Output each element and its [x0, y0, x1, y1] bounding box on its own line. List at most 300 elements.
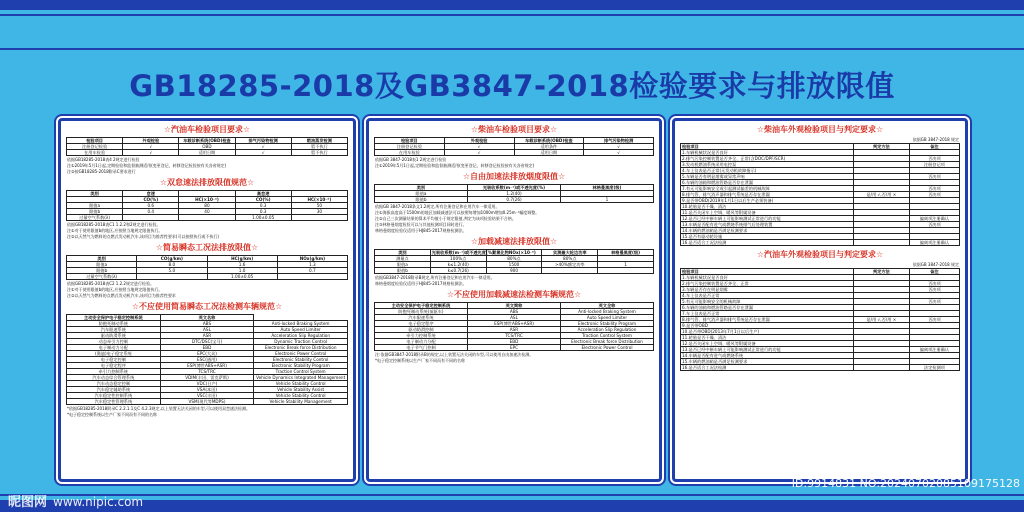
table-cell: 林格曼黑度(级) — [561, 185, 654, 191]
table-cell: 0.3 — [235, 203, 291, 209]
watermark-id: ID:9914831 NO:20240702085109175128 — [791, 477, 1020, 490]
table-cell: 光吸收系数(m⁻¹)或不透光度(%) — [468, 185, 561, 191]
table-cell: 6.车辆的油箱和燃油管路是否存在泄漏 — [681, 305, 854, 311]
top-rule-2 — [0, 48, 1024, 50]
table-cell: Electronic Power Control — [254, 351, 348, 357]
table-cell: 40 — [179, 209, 235, 215]
table-cell: 1.车辆机械状况是否良好 — [681, 275, 854, 281]
table-cell: ESP(博世ABS+ASR) — [160, 363, 254, 369]
footnote: 注②按GB18285-2018附录C要求进行 — [67, 169, 136, 174]
table-cell: Traction Control System — [254, 369, 348, 375]
footnote: 注②自己三次测量结果的算术平均值小于规定限值,判定为该项检验结果不合格。 — [375, 216, 516, 221]
table-cell: 电子稳定程序 — [375, 321, 468, 327]
table-cell: VSC(丰田) — [160, 393, 254, 399]
footnote: 注:依据GB3847-2018附录B的规定,以上装置无法关闭的车型,可以使用自由加速法检测。 — [375, 352, 534, 357]
table-cell: 防抱死制动系统(前驱车) — [375, 309, 468, 315]
table-cell: 16.是否适合工况法检测 — [681, 240, 854, 246]
table-row — [375, 345, 654, 351]
table-cell: 1.00±0.05 — [235, 215, 291, 221]
table-cell: 否决项 — [909, 299, 959, 305]
table-cell: Electronic Stability Program — [254, 363, 348, 369]
table-row — [375, 150, 654, 156]
table-cell: 9.是否带OBD(2019年1月1日以后生产必须装备) — [681, 198, 854, 204]
header-row — [375, 303, 654, 309]
diesel-panel — [366, 118, 662, 482]
table-cell: Dynamic Traction Control — [254, 339, 348, 345]
table-cell: 15.车辆的燃油箱是否满足检测要求 — [681, 359, 854, 365]
table-cell: Electronic Break force Distribution — [254, 345, 348, 351]
table-cell: 汽车稳定性管理系统 — [67, 399, 161, 405]
diesel-inspection-table — [374, 137, 654, 156]
table-cell — [853, 365, 909, 371]
table-cell: 车载诊断系统(OBD)检查 — [514, 138, 584, 144]
table-cell: 主动安全保护电子稳定控制系统 — [375, 303, 468, 309]
table-cell: 4.车上仪表是否正常 — [681, 293, 854, 299]
table-cell: ESC(通用) — [160, 357, 254, 363]
table-cell: 在用车检验 — [67, 150, 123, 156]
table-cell: VSM(现代等MDPS) — [160, 399, 254, 405]
footnote: 注②以天然气为燃料的点燃式发动机汽车,该项目为推荐性要求 — [67, 293, 176, 298]
table-row — [67, 363, 348, 369]
table-cell: 主动安全保护电子稳定控制系统 — [67, 315, 161, 321]
table-cell: 是/用 √,否/用 × — [853, 317, 909, 323]
section-title: ☆柴油车检验项目要求☆ — [470, 125, 558, 134]
table-cell: 13.车辆是否配有进气或燃烧系统排气后处理装置 — [681, 222, 854, 228]
table-cell: Electronic Stability Program — [561, 321, 654, 327]
table-cell: 车载诊断系统(OBD)检查 — [179, 138, 235, 144]
table-cell: 1.0 — [207, 268, 277, 274]
table-cell: HC(×10⁻⁶) — [291, 197, 347, 203]
table-cell: 偏离项注册确认 — [909, 216, 959, 222]
table-cell: 暂不执行 — [291, 144, 347, 150]
table-cell: ABS — [468, 309, 561, 315]
table-row — [67, 387, 348, 393]
table-cell — [853, 240, 909, 246]
table-cell: 类别 — [375, 250, 431, 256]
table-cell: 9.是否带OBD — [681, 323, 854, 329]
table-cell: 类别 — [67, 191, 123, 197]
table-cell — [123, 215, 179, 221]
table-cell: 汽车限速系统 — [67, 327, 161, 333]
table-cell: 判定方法 — [853, 269, 909, 275]
table-cell: 30 — [291, 209, 347, 215]
table-cell: √ — [444, 144, 514, 150]
table-row — [67, 351, 348, 357]
watermark-logo-text: 昵图网 — [8, 495, 48, 510]
table-cell: EPC(大众) — [160, 351, 254, 357]
table-cell: 1.车辆机械状况是否良好 — [681, 150, 854, 156]
table-cell: VSA(本田) — [160, 387, 254, 393]
top-band — [0, 0, 1024, 10]
table-row — [67, 333, 348, 339]
table-row — [67, 215, 348, 221]
footnote: 注①海拔高度高于1500m的地区加载减速法可以按照每增加1000m增加0.25m⁻¹幅度调整。 — [375, 210, 540, 215]
table-cell: Traction Control System — [561, 333, 654, 339]
table-cell: 0.7 — [277, 268, 347, 274]
free-accel-limit-table — [374, 184, 654, 203]
footnote: 注①对于使用限值b的地区,应按照当地规定限值执行。 — [67, 228, 163, 233]
table-cell: 电子制动力分配 — [375, 339, 468, 345]
table-cell: Auto Speed Limiter — [254, 327, 348, 333]
excluded-vehicle-table — [66, 314, 348, 405]
table-cell: 判定方法 — [853, 144, 909, 150]
section-title: ☆双怠速法排放限值规范☆ — [159, 178, 255, 187]
table-cell: 3.发动机燃油系统采用电控泵 — [681, 162, 854, 168]
table-row — [67, 357, 348, 363]
table-cell: 限值b — [67, 268, 137, 274]
table-cell: 排气污染物检测 — [584, 138, 654, 144]
table-row — [375, 339, 654, 345]
footnote: *电子稳定控制系统以生产厂家不同而有不同的名称 — [67, 412, 157, 417]
table-cell: 电子稳定控制 — [67, 357, 161, 363]
table-cell: 检验项目 — [375, 138, 445, 144]
table-cell: 实测最大轮边功率 — [542, 250, 598, 256]
table-cell: 8.排气管、排气消声器和排气系统是否存在泄漏 — [681, 317, 854, 323]
table-cell: Electronic Break force Distribution — [561, 339, 654, 345]
table-cell: k≤0.7(26) — [430, 268, 486, 274]
table-cell: ASR — [468, 327, 561, 333]
table-cell: 类别 — [67, 256, 137, 262]
footnote: 林格曼烟度检验仅适用于HJ845-2017规格检测法。 — [375, 281, 467, 286]
table-cell: 7.车上仪表是否正常 — [681, 311, 854, 317]
table-cell: 限值a — [375, 262, 431, 268]
header-row — [375, 185, 654, 191]
table-row — [67, 375, 348, 381]
table-cell: ASL — [160, 327, 254, 333]
table-cell: 电子节气门控制 — [375, 345, 468, 351]
table-cell: 燃油蒸发检测 — [291, 138, 347, 144]
table-cell: 备注 — [909, 269, 959, 275]
table-cell: 3.车辆是否存在明显烟雾 — [681, 287, 854, 293]
table-cell: 1.6 — [207, 262, 277, 268]
table-cell: 限值b — [375, 268, 431, 274]
excluded-vehicle-table — [374, 302, 654, 351]
gasoline-inspection-table — [66, 137, 348, 156]
table-cell: TCS/TRC — [468, 333, 561, 339]
table-row — [67, 327, 348, 333]
table-cell: Anti-locked Braking System — [254, 321, 348, 327]
table-cell: 15.是否有驱动轮设施 — [681, 234, 854, 240]
table-cell — [542, 268, 598, 274]
top-rule — [0, 14, 1024, 16]
table-row — [67, 339, 348, 345]
table-cell: 2.排气污染控制装置是否齐全、正常 — [681, 281, 854, 287]
table-cell: ASL — [468, 315, 561, 321]
table-cell: 怠速 — [123, 191, 179, 197]
table-cell: 否决项 — [909, 186, 959, 192]
table-cell: √ — [235, 150, 291, 156]
reference-note: 依据GB 3847-2018 规定 — [912, 262, 959, 267]
table-cell: 5.0 — [137, 268, 207, 274]
table-cell: 外观检验 — [123, 138, 179, 144]
footnote: 注①对于使用限值b的地区,应按照当地规定限值执行。 — [67, 287, 163, 292]
footnote: 依据GB3847-2018附录B规定,所有注册登记和在用汽车一律适用。 — [375, 275, 495, 280]
table-cell: 驱动防滑系统 — [67, 333, 161, 339]
table-cell: VDC(日产) — [160, 381, 254, 387]
table-cell: 外观检验 — [444, 138, 514, 144]
footnote: 注②以天然气为燃料的点燃式发动机汽车,该项目为推荐性要求(可以按照执行或不执行) — [67, 234, 219, 239]
table-cell: HC(g/km) — [207, 256, 277, 262]
table-cell: 0.3 — [235, 209, 291, 215]
table-cell: 适用日期 — [179, 150, 235, 156]
table-cell: Acceleration Slip Regulation — [561, 327, 654, 333]
table-cell: √ — [584, 150, 654, 156]
table-cell: 偏离项注册确认 — [909, 240, 959, 246]
table-cell: 80%点 — [486, 256, 542, 262]
footnote: 依据GB18285-2018表C2 1.2.2规定进行检验。 — [67, 281, 154, 286]
table-cell: 牵引力控制系统 — [67, 369, 161, 375]
table-cell: 4.车上仪表是否正常(无发动机故障指示) — [681, 168, 854, 174]
table-cell: 注册登记项 — [909, 162, 959, 168]
table-cell: 否决项 — [909, 156, 959, 162]
table-cell: 0.4 — [123, 209, 179, 215]
table-cell: 检验项目 — [67, 138, 123, 144]
table-cell: Vehicle Stability Assist — [254, 387, 348, 393]
table-cell: 12.是否关闭车上空调、暖风等附属设备 — [681, 341, 854, 347]
table-cell: Electronic Stability Control — [254, 357, 348, 363]
table-row — [67, 321, 348, 327]
section-title: ☆加载减速法排放限值☆ — [470, 237, 558, 246]
table-row — [375, 315, 654, 321]
table-cell: 汽车稳定辅助系统 — [67, 387, 161, 393]
table-cell: 11.是否关闭车上空调、暖风等附属设备 — [681, 210, 854, 216]
section-title: ☆汽油车检验项目要求☆ — [163, 125, 251, 134]
table-cell: 1500 — [486, 262, 542, 268]
table-cell: 否决项 — [909, 281, 959, 287]
footnote: 注①2019年5月1日起,定期检验和监督抽测适用(变更登记、转移登记检验按有关各省规定) — [375, 163, 535, 168]
table-row — [375, 321, 654, 327]
transient-limit-table — [66, 255, 348, 280]
table-cell: EBD — [468, 339, 561, 345]
table-row — [375, 327, 654, 333]
table-cell — [277, 274, 347, 280]
table-cell: 法定检测项 — [909, 365, 959, 371]
table-cell: 否决项 — [909, 317, 959, 323]
table-cell: 13.是否已经中断车辆上可能影响测试正常进行的功能 — [681, 347, 854, 353]
table-cell: 检验项目 — [681, 144, 854, 150]
table-cell: 80 — [179, 203, 235, 209]
table-cell: VDIM(丰田、雷克萨斯) — [160, 375, 254, 381]
reference-note: 依据GB 3847-2018 规定 — [912, 137, 959, 142]
section-title: ☆简易瞬态工况法排放限值☆ — [155, 243, 259, 252]
table-cell: 适用日期 — [514, 150, 584, 156]
table-cell: 0.7(26) — [468, 197, 561, 203]
footnote: 依据GB18285-2018表4 2规定进行检验 — [67, 157, 140, 162]
table-cell: 6.车辆的油箱和燃油管路是否存在泄漏 — [681, 180, 854, 186]
table-cell: 10.是否带OBD(2013年7月1日以后生产) — [681, 329, 854, 335]
table-row — [67, 399, 348, 405]
table-cell: CO(%) — [123, 197, 179, 203]
table-cell — [137, 274, 207, 280]
table-cell: 否决项 — [909, 174, 959, 180]
table-cell: 50 — [291, 203, 347, 209]
table-cell: 5.车辆是否有明显烟雾或异常声响 — [681, 174, 854, 180]
table-cell: 否决项 — [909, 192, 959, 198]
table-cell: >40%额定功率 — [542, 262, 598, 268]
dual-idle-limit-table — [66, 190, 348, 221]
table-row — [375, 268, 654, 274]
watermark-logo — [8, 491, 143, 510]
table-row — [67, 345, 348, 351]
table-cell: CO(%) — [235, 197, 291, 203]
table-cell: 汽车限速系统 — [375, 315, 468, 321]
table-cell: HC(×10⁻⁶) — [179, 197, 235, 203]
table-cell: 16.是否适合工况法检测 — [681, 365, 854, 371]
table-cell: 10.轮胎是否干燥、清洁 — [681, 204, 854, 210]
table-cell: 防抱死制动系统 — [67, 321, 161, 327]
footnote: *电子稳定控制系统以生产厂家不同而有不同的名称 — [375, 358, 465, 363]
table-cell: 限值a — [375, 191, 468, 197]
table-cell: 汽车动态稳定控制 — [67, 381, 161, 387]
watermark-url: www.nipic.com — [53, 495, 144, 509]
table-cell: 偏离项注册确认 — [909, 347, 959, 353]
table-cell: ESP(博世ABS+ASR) — [468, 321, 561, 327]
table-cell: 汽车动态综合管理系统 — [67, 375, 161, 381]
table-cell: 牵引力控制系统 — [375, 333, 468, 339]
table-cell: 注册登记检验 — [375, 144, 445, 150]
section-title: ☆不应使用加载减速法检测车辆规范☆ — [446, 290, 582, 299]
table-cell: DTC/DSC(宝马) — [160, 339, 254, 345]
table-cell: 暂不执行 — [291, 150, 347, 156]
table-row — [681, 240, 960, 246]
table-cell: Acceleration Slip Regulation — [254, 333, 348, 339]
table-cell: 光吸收系数(m⁻¹)或不透光度(%) — [431, 250, 494, 255]
table-cell: ASR — [160, 333, 254, 339]
table-cell: √ — [584, 144, 654, 150]
table-cell: 1.3 — [277, 262, 347, 268]
table-cell: 限值b — [375, 197, 468, 203]
table-cell: 电子稳定程序 — [67, 363, 161, 369]
table-cell: 测量点 — [375, 256, 431, 262]
table-cell: 限值a — [67, 203, 123, 209]
footnote: 注①2019年5月1日起,定期检验和监督抽测适用(变更登记、转移登记检验按有关各省规定) — [67, 163, 227, 168]
table-cell: √ — [123, 144, 179, 150]
table-cell: 1 — [598, 262, 654, 268]
table-cell: 900 — [486, 268, 542, 274]
table-cell: k≤1.2(40) — [430, 262, 486, 268]
table-cell: NOx(g/km) — [277, 256, 347, 262]
table-cell: 限值a — [67, 262, 137, 268]
table-cell: CO(g/km) — [137, 256, 207, 262]
footnote: 依据GB 3847-2018条文1.2规定,所有注册登记和在用汽车一律适用。 — [375, 204, 500, 209]
table-cell: 2.排气污染控制装置是否齐全、正常(含DOC/DPF/SCR) — [681, 156, 854, 162]
table-cell: 是/用 √,否/用 × — [853, 192, 909, 198]
table-cell: 英文名称 — [160, 315, 254, 321]
table-cell: 8.排气管、排气消声器和排气系统是否存在泄漏 — [681, 192, 854, 198]
table-cell: 驱动防滑控制 — [375, 327, 468, 333]
table-cell — [598, 268, 654, 274]
table-cell: 检验项目 — [681, 269, 854, 275]
table-cell: 5.有无可能影响安全的机械故障 — [681, 299, 854, 305]
table-cell: TCS/TRC — [160, 369, 254, 375]
table-cell: 高怠速 — [235, 191, 291, 197]
table-cell: √ — [444, 150, 514, 156]
table-cell: 否决项 — [909, 222, 959, 228]
table-cell: 14.车辆的燃油箱是否满足检测要求 — [681, 228, 854, 234]
table-cell: √ — [235, 144, 291, 150]
table-cell: 1 — [561, 197, 654, 203]
table-cell: 英文全称 — [561, 303, 654, 309]
lug-down-limit-table — [374, 249, 654, 274]
table-cell: 否决项 — [909, 287, 959, 293]
page-title: GB18285-2018及GB3847-2018检验要求与排放限值 — [129, 69, 895, 103]
table-row — [67, 150, 348, 156]
gasoline-appearance-table — [680, 268, 960, 371]
table-cell: 8.0 — [137, 262, 207, 268]
table-cell: 适用条件 — [514, 144, 584, 150]
table-cell: 80%点 — [542, 256, 598, 262]
table-cell: Auto Speed Limiter — [561, 315, 654, 321]
table-cell: 汽车稳定性控制系统 — [67, 393, 161, 399]
gasoline-panel — [58, 118, 356, 482]
table-cell: OBD — [179, 144, 235, 150]
footnote: 林格曼烟度检验仅适用于HJ845-2017规格检测法。 — [375, 228, 467, 233]
table-cell: 限值b — [67, 209, 123, 215]
table-row — [67, 274, 348, 280]
section-title: ☆自由加速法排放烟度限值☆ — [462, 172, 566, 181]
table-cell: 动态牵引力控制 — [67, 339, 161, 345]
table-row — [681, 365, 960, 371]
table-row — [375, 333, 654, 339]
table-row — [67, 381, 348, 387]
table-cell: 电子制动力分配 — [67, 345, 161, 351]
table-cell — [291, 215, 347, 221]
table-cell: Vehicle Stability Management — [254, 399, 348, 405]
table-cell: √ — [123, 150, 179, 156]
section-title: ☆不应使用简易瞬态工况法检测车辆规范☆ — [131, 302, 283, 311]
table-cell: 11.轮胎是否干燥、清洁 — [681, 335, 854, 341]
table-cell: 7.有无可能影响安全或引起测试偏差的机械故障 — [681, 186, 854, 192]
table-cell: 类别 — [375, 185, 468, 191]
diesel-appearance-table — [680, 143, 960, 246]
table-row — [67, 369, 348, 375]
table-cell: Vehicle Stability Control — [254, 381, 348, 387]
table-cell: Electronic Power Control — [561, 345, 654, 351]
table-cell: 备注 — [909, 144, 959, 150]
table-cell: EPC — [468, 345, 561, 351]
table-cell: 在用车检验 — [375, 150, 445, 156]
table-cell: 氮氧化物NOx(×10⁻⁶) — [486, 250, 542, 256]
bottom-band — [0, 500, 1024, 512]
table-cell: 排气污染物检测 — [235, 138, 291, 144]
section-title: ☆汽油车外观检验项目与判定要求☆ — [756, 250, 884, 259]
table-row — [375, 309, 654, 315]
table-cell: EBD — [160, 345, 254, 351]
table-row — [375, 197, 654, 203]
table-cell: ABS — [160, 321, 254, 327]
footnote: 依据GB 3847-2018表1 2规定进行检验 — [375, 157, 447, 162]
table-cell: 100%点 — [430, 256, 486, 262]
table-cell: Anti-locked Braking System — [561, 309, 654, 315]
table-cell: 注册登记检验 — [67, 144, 123, 150]
table-cell: 0.6 — [123, 203, 179, 209]
bottom-rule — [0, 494, 1024, 496]
footnote: *依据GB18285-2018附录C 2.2.1.1及C 4.2.3规定,以上装置无法关闭的车型,可以使用双怠速法检测。 — [67, 406, 251, 411]
table-cell: 过量空气系数(λ) — [67, 215, 123, 221]
table-cell — [179, 215, 235, 221]
table-cell: 14.车辆是否配有进气或燃烧系统 — [681, 353, 854, 359]
table-cell: Vehicle Stability Control — [254, 393, 348, 399]
table-cell: (奥迪)电子稳定系统 — [67, 351, 161, 357]
appearance-panel — [672, 118, 968, 482]
table-row — [67, 393, 348, 399]
table-cell: 过量空气系数(λ) — [67, 274, 137, 280]
footnote: 注③林格曼烟度检验可以与其他检测项目同时进行。 — [375, 222, 467, 227]
section-title: ☆柴油车外观检验项目与判定要求☆ — [756, 125, 884, 134]
table-cell: 12.是否已经中断车辆上可能影响测试正常进行的功能 — [681, 216, 854, 222]
table-cell: Vehicle Dynamics Integrated Management — [254, 375, 348, 381]
footnote: 依据GB18285-2018表C1 1.2.2和2规定进行检验。 — [67, 222, 161, 227]
